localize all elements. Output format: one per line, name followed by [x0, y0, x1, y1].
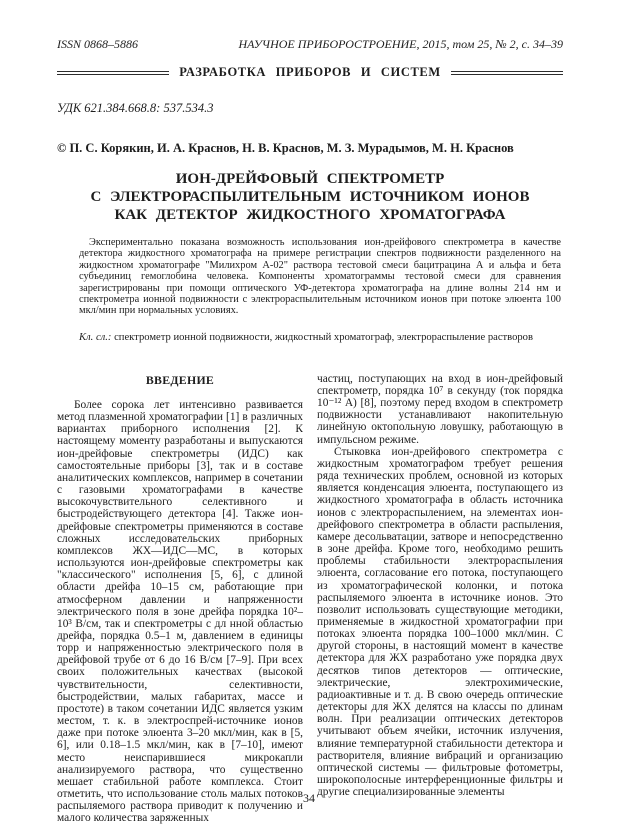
banner-rule-right — [451, 71, 563, 75]
abstract-text: Экспериментально показана возможность использования ион-дрейфового спектрометра в качестве детектора жидкостного хроматографа на примере регистрации спектров подвижности разделенного на жидкостном хроматографе "Милихром А-02" раствора тестовой смеси бацитрацина А и альфа и бета субъединиц гемоглобина человека. Компоненты хроматограммы тестовой смеси для сравнения зарегистрированы при помощи оптического УФ-детектора хроматографа на длине волны 214 нм и спектрометра ионной подвижности с электрораспылительным источником ионов при потоке элюента 100 мкл/мин при нормальных условиях. — [79, 237, 561, 317]
page-header — [57, 38, 563, 51]
banner-rule-left — [57, 71, 169, 75]
introduction-heading: ВВЕДЕНИЕ — [145, 372, 215, 387]
article-title-line1: ИОН-ДРЕЙФОВЫЙ СПЕКТРОМЕТР — [175, 171, 445, 187]
article-title-line3: КАК ДЕТЕКТОР ЖИДКОСТНОГО ХРОМАТОГРАФА — [114, 207, 506, 223]
left-column — [57, 373, 303, 824]
article-title-line2: С ЭЛЕКТРОРАСПЫЛИТЕЛЬНЫМ ИСТОЧНИКОМ ИОНОВ — [90, 189, 530, 205]
body-columns — [57, 373, 563, 824]
journal-reference: НАУЧНОЕ ПРИБОРОСТРОЕНИЕ, 2015, том 25, № 2, с. 34–39 — [238, 37, 563, 51]
right-column — [317, 373, 563, 824]
keywords-text: спектрометр ионной подвижности, жидкостный хроматограф, электрораспыление растворов — [111, 331, 533, 343]
section-banner — [57, 65, 563, 80]
authors-line: © П. С. Корякин, И. А. Краснов, Н. В. Краснов, М. З. Мурадымов, М. Н. Краснов — [57, 141, 514, 155]
keywords-label: Кл. сл.: — [79, 331, 112, 343]
introduction-paragraph-1: Более сорока лет интенсивно развивается метод плазменной хроматографии [1] в различных вариантах приборного исполнения [2]. К настоящему моменту разработаны и выпускаются ион-дрейфовые спектрометры (ИДС) как самостоятельные приборы [3], так и в составе аналитических комплексов, например в сочетании с газовыми хроматографами в качестве высокочувствительного селективного и быстродействующего детектора [4]. Также ион-дрейфовые спектрометры применяются в составе сложных исследовательских приборных комплексов ЖХ—ИДС—МС, в которых используются ион-дрейфовые спектрометры как "классического" исполнения [5, 6], с длиной области дрейфа 10–15 см, работающие при атмосферном давлении и напряженности электрического поля в зоне дрейфа порядка 10²–10³ В/см, так и спектрометры с дл нной областью дрейфа, порядка 0.5–1 м, давлением в единицы торр и напряженностью электрического поля в дрейфовой трубе от 6 до 16 В/см [7–9]. При всех своих положительных качествах (высокой чувствительности, селективности, быстродействии, малых габаритах, массе и простоте) в таком сочетании ИДС является узким местом, т. к. в электроспрей-источнике ионов даже при потоке элюента 3–20 мкл/мин, как в [5, 6], или 0.18–1.5 мкл/мин, как в [7–10], имеют место неиспарившиеся микрокапли анализируемого раствора, что существенно мешает стабильной работе комплекса. Стоит отметить, что использование столь малых потоков распыляемого раствора приводит к получению и малого количества заряженных — [57, 399, 303, 824]
introduction-paragraph-2: Стыковка ион-дрейфового спектрометра с жидкостным хроматографом требует решения ряда технических проблем, основной из которых является конденсация элюента, поступающего из жидкостного хроматографа в область источника ионов с электрораспылением, на элементах ион-дрейфового спектрометра в области распыления, камере десольватации, затворе и непосредственно в зоне дрейфа. Кроме того, необходимо решить проблемы стабильности электрораспыления элюента, согласование его потока, поступающего из хроматографической колонки, и потока распыляемого элюента в источнике ионов. Это позволит использовать существующие методики, применяемые в жидкостной хроматографии при потоках элюента порядка 100–1000 мкл/мин. С другой стороны, в настоящий момент в качестве детектора для ЖХ разработано уже порядка двух десятков типов детекторов — оптические, электрические, электрохимические, радиоактивные и т. д. В свою очередь оптические детекторы для ЖХ делятся на классы по длинам волн. При реализации оптических детекторов учитывают объем ячейки, источник излучения, влияние температурной стабильности детектора и растворителя, влияние вибраций и организацию оптической системы — фильтровые фотометры, широкополосные интерференционные фильтры и другие специализированные элементы — [317, 445, 563, 799]
udk-line: УДК 621.384.668.8: 537.534.3 — [57, 101, 214, 115]
issn-label: ISSN 0868–5886 — [57, 37, 138, 51]
introduction-paragraph-1-continued: частиц, поступающих на вход в ион-дрейфовый спектрометр, порядка 10⁷ в секунду (ток порядка 10⁻¹² А) [8], поэтому перед входом в спектрометр подвижности устанавливают накопительную линейную октопольную ловушку, работающую в импульсном режиме. — [317, 372, 563, 446]
article-title — [57, 170, 563, 224]
page-number: 34 — [303, 791, 315, 805]
keywords-line — [79, 332, 561, 344]
section-banner-title: РАЗРАБОТКА ПРИБОРОВ И СИСТЕМ — [179, 65, 441, 79]
